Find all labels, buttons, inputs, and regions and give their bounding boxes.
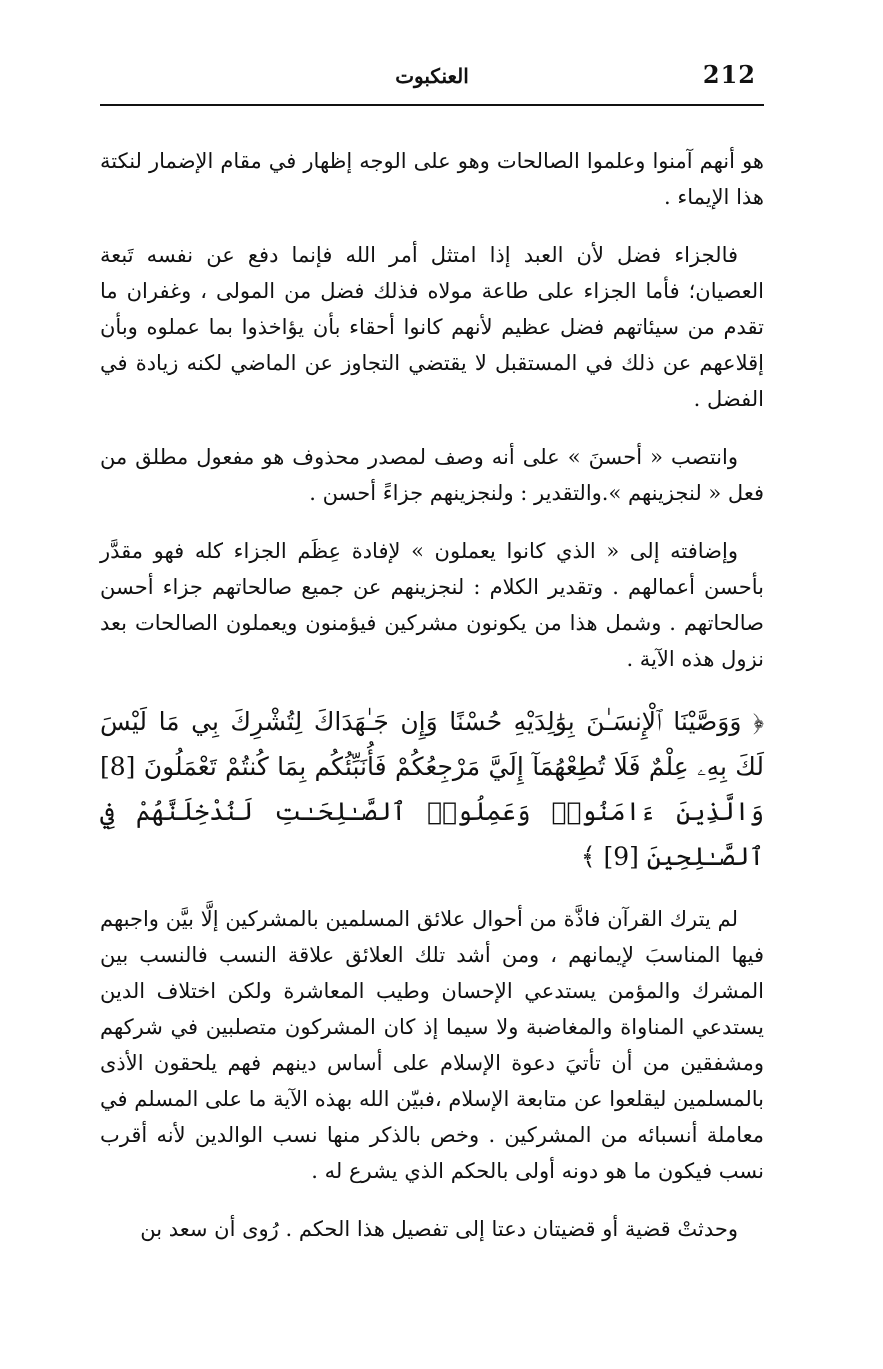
body-text bbox=[100, 143, 764, 1269]
paragraph: وانتصب « أحسنَ » على أنه وصف لمصدر محذوف هو مفعول مطلق من فعل « لنجزينهم ».والتقدير : ولنجزينهم جزاءً أحسن . bbox=[100, 445, 764, 505]
paragraph: هو أنهم آمنوا وعلموا الصالحات وهو على الوجه إظهار في مقام الإضمار لنكتة هذا الإيماء . bbox=[100, 149, 764, 209]
paragraph: فالجزاء فضل لأن العبد إذا امتثل أمر الله فإنما دفع عن نفسه تَبعة العصيان؛ فأما الجزاء على طاعة مولاه فذلك فضل من المولى ، وغفران ما تقدم من سيئاتهم فضل عظيم لأنهم كانوا أحقاء بأن يؤاخذوا بما عملوه وبأن إقلاعهم عن ذلك في المستقبل لا يقتضي التجاوز عن الماضي لكنه زيادة في الفضل . bbox=[100, 243, 764, 411]
running-title: العنكبوت bbox=[395, 64, 469, 88]
paragraph: وإضافته إلى « الذي كانوا يعملون » لإفادة عِظَم الجزاء كله فهو مقدَّر بأحسن أعمالهم . وتقدير الكلام : لنجزينهم عن جميع صالحاتهم جزاء أحسن صالحاتهم . وشمل هذا من يكونون مشركين فيؤمنون ويعملون الصالحات بعد نزول هذه الآية . bbox=[100, 539, 764, 671]
paragraph: وحدثتْ قضية أو قضيتان دعتا إلى تفصيل هذا الحكم . رُوى أن سعد بن bbox=[140, 1217, 738, 1241]
paragraph: لم يترك القرآن فاذَّة من أحوال علائق المسلمين بالمشركين إلَّا بيَّن واجبهم فيها المناسبَ لإيمانهم ، ومن أشد تلك العلائق علاقة النسب فالنسب بين المشرك والمؤمن يستدعي الإحسان وطيب المعاشرة ولكن اختلاف الدين يستدعي المناواة والمغاضبة ولا سيما إذ كان المشركون متصلبين في شركهم ومشفقين من أن تأتيَ دعوة الإسلام على أساس دينهم فهم يلحقون الأذى بالمسلمين ليقلعوا عن متابعة الإسلام ،فبيّن الله بهذه الآية ما على المسلم في معاملة أنسبائه من المشركين . وخص بالذكر منها نسب الوالدين لأنه أقرب نسب فيكون ما هو دونه أولى بالحكم الذي يشرع له . bbox=[100, 907, 764, 1183]
quran-verse: ﴿ وَوَصَّيْنَا ٱلْإِنسَـٰنَ بِوَٰلِدَيْهِ حُسْنًا وَإِن جَـٰهَدَاكَ لِتُشْرِكَ بِي مَا لَيْسَ لَكَ بِهِۦ عِلْمٌ فَلَا تُطِعْهُمَآ إِلَيَّ مَرْجِعُكُمْ فَأُنَبِّئُكُم بِمَا كُنتُمْ تَعْمَلُونَ [8] وَالَّذِينَ ءَامَنُوا۟ وَعَمِلُوا۟ ٱلصَّـٰلِحَـٰتِ لَنُدْخِلَنَّهُمْ فِي ٱلصَّـٰلِحِينَ [9] ﴾ bbox=[100, 707, 764, 871]
page-number: 212 bbox=[702, 60, 756, 89]
page-header bbox=[100, 58, 764, 98]
header-rule bbox=[100, 104, 764, 106]
